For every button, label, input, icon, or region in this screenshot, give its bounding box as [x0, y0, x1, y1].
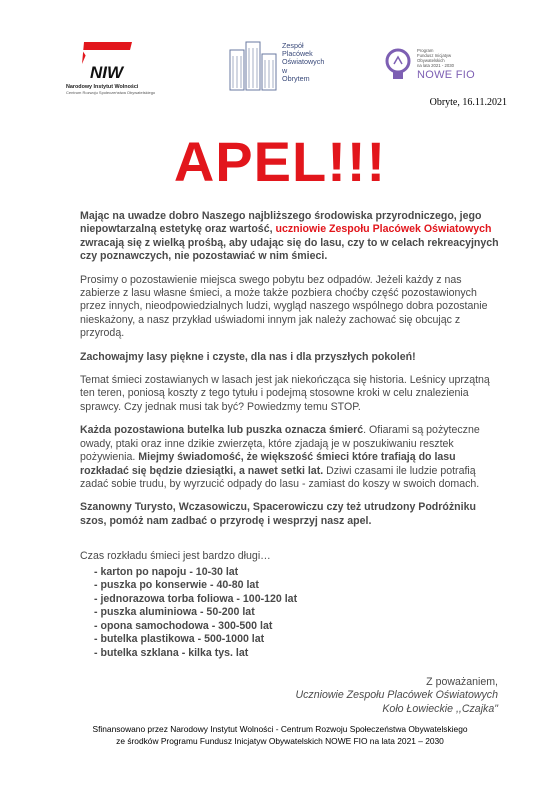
list-item: - puszka po konserwie - 40-80 lat	[94, 579, 259, 592]
niw-caption: Narodowy Instytut Wolności Centrum Rozwoju Społeczeństwa Obywatelskiego	[66, 84, 156, 95]
footer-line: Sfinansowano przez Narodowy Instytut Wolności - Centrum Rozwoju Społeczeństwa Obywatelskiego	[92, 724, 468, 734]
building-icon	[228, 40, 278, 92]
fio-logo-name: NOWE FIO	[417, 69, 476, 81]
decay-intro: Czas rozkładu śmieci jest bardzo długi…	[80, 550, 271, 563]
call-to-action-paragraph: Szanowny Turysto, Wczasowiczu, Spacerowiczu czy też utrudzony Podróżniku szos, pomóż nam zadbać o przyrodę i wesprzyj nasz apel.	[80, 501, 476, 527]
signature	[295, 676, 498, 716]
consequences-paragraph: Każda pozostawiona butelka lub puszka oznacza śmierć. Ofiarami są pożyteczne owady, ptaki oraz inne dzikie zwierzęta, które zjadają je w poszukiwaniu resztek pożywienia. Miejmy świadomość, że większość śmieci które trafiają do lasu rozkładać się będzie dziesiątki, a nawet setki lat. Dziwi czasami ile ludzie potrafią zadać sobie trudu, by wyrzucić odpady do lasu - zamiast do koszy w swoich domach.	[80, 424, 480, 490]
list-item: - jednorazowa torba foliowa - 100-120 lat	[94, 592, 298, 605]
lightbulb-icon	[383, 48, 413, 82]
signature-greeting: Z poważaniem,	[426, 676, 498, 688]
funding-footer	[0, 723, 560, 747]
decay-list	[94, 566, 504, 661]
zpo-logo-text: Zespół Placówek Oświatowych w Obrytem	[282, 41, 325, 83]
signature-club: Koło Łowieckie ,,Czajka"	[382, 702, 498, 715]
niw-logo	[60, 40, 180, 105]
zpo-logo	[228, 40, 328, 92]
list-item: - opona samochodowa - 300-500 lat	[94, 619, 273, 632]
history-paragraph: Temat śmieci zostawianych w lasach jest jak niekończąca się historia. Leśnicy uprzątną ten teren, poniosą koszty z tego tytułu i podejmą stosowne kroki w celu znalezienia sprawcy. Czy jednak musi tak być? Powiedzmy temu STOP.	[80, 374, 490, 413]
signature-authors: Uczniowie Zespołu Placówek Oświatowych	[295, 689, 498, 702]
page-title: APEL!!!	[173, 130, 387, 193]
list-item: - puszka aluminiowa - 50-200 lat	[94, 606, 255, 619]
svg-text:NIW: NIW	[90, 63, 124, 82]
list-item: - butelka szklana - kilka tys. lat	[94, 646, 249, 659]
list-item: - butelka plastikowa - 500-1000 lat	[94, 633, 265, 646]
niw-logo-mark	[78, 40, 138, 84]
footer-line: ze środków Programu Fundusz Inicjatyw Obywatelskich NOWE FIO na lata 2021 – 2030	[116, 736, 444, 746]
list-item: - karton po napoju - 10-30 lat	[94, 565, 239, 578]
intro-paragraph: Mając na uwadze dobro Naszego najbliższego środowiska przyrodniczego, jego niepowtarzalną estetykę oraz wartość, uczniowie Zespołu Placówek Oświatowych zwracają się z wielką prośbą, aby udając się do lasu, czy to w celach rekreacyjnych czy poznawczych, nie pozostawiać w nim śmieci.	[80, 210, 499, 263]
slogan-paragraph: Zachowajmy lasy piękne i czyste, dla nas i dla przyszłych pokoleń!	[80, 350, 416, 363]
request-paragraph: Prosimy o pozostawienie miejsca swego pobytu bez odpadów. Jeżeli każdy z nas zabierze z lasu własne śmieci, a może także pozbiera choćby część pozostawionych przez innych, nieodpowiedzialnych ludzi, wygląd naszego wspólnego dobra pozostanie nieskażony, a nasz przykład uświadomi innym jak należy zachować się obcując z przyrodą.	[80, 273, 488, 340]
fio-logo-small-text: Program Fundusz Inicjatyw Obywatelskich na lata 2021 - 2030	[417, 48, 455, 68]
fio-logo	[383, 48, 493, 84]
document-date: Obryte, 16.11.2021	[429, 97, 507, 108]
appeal-body	[80, 210, 504, 672]
